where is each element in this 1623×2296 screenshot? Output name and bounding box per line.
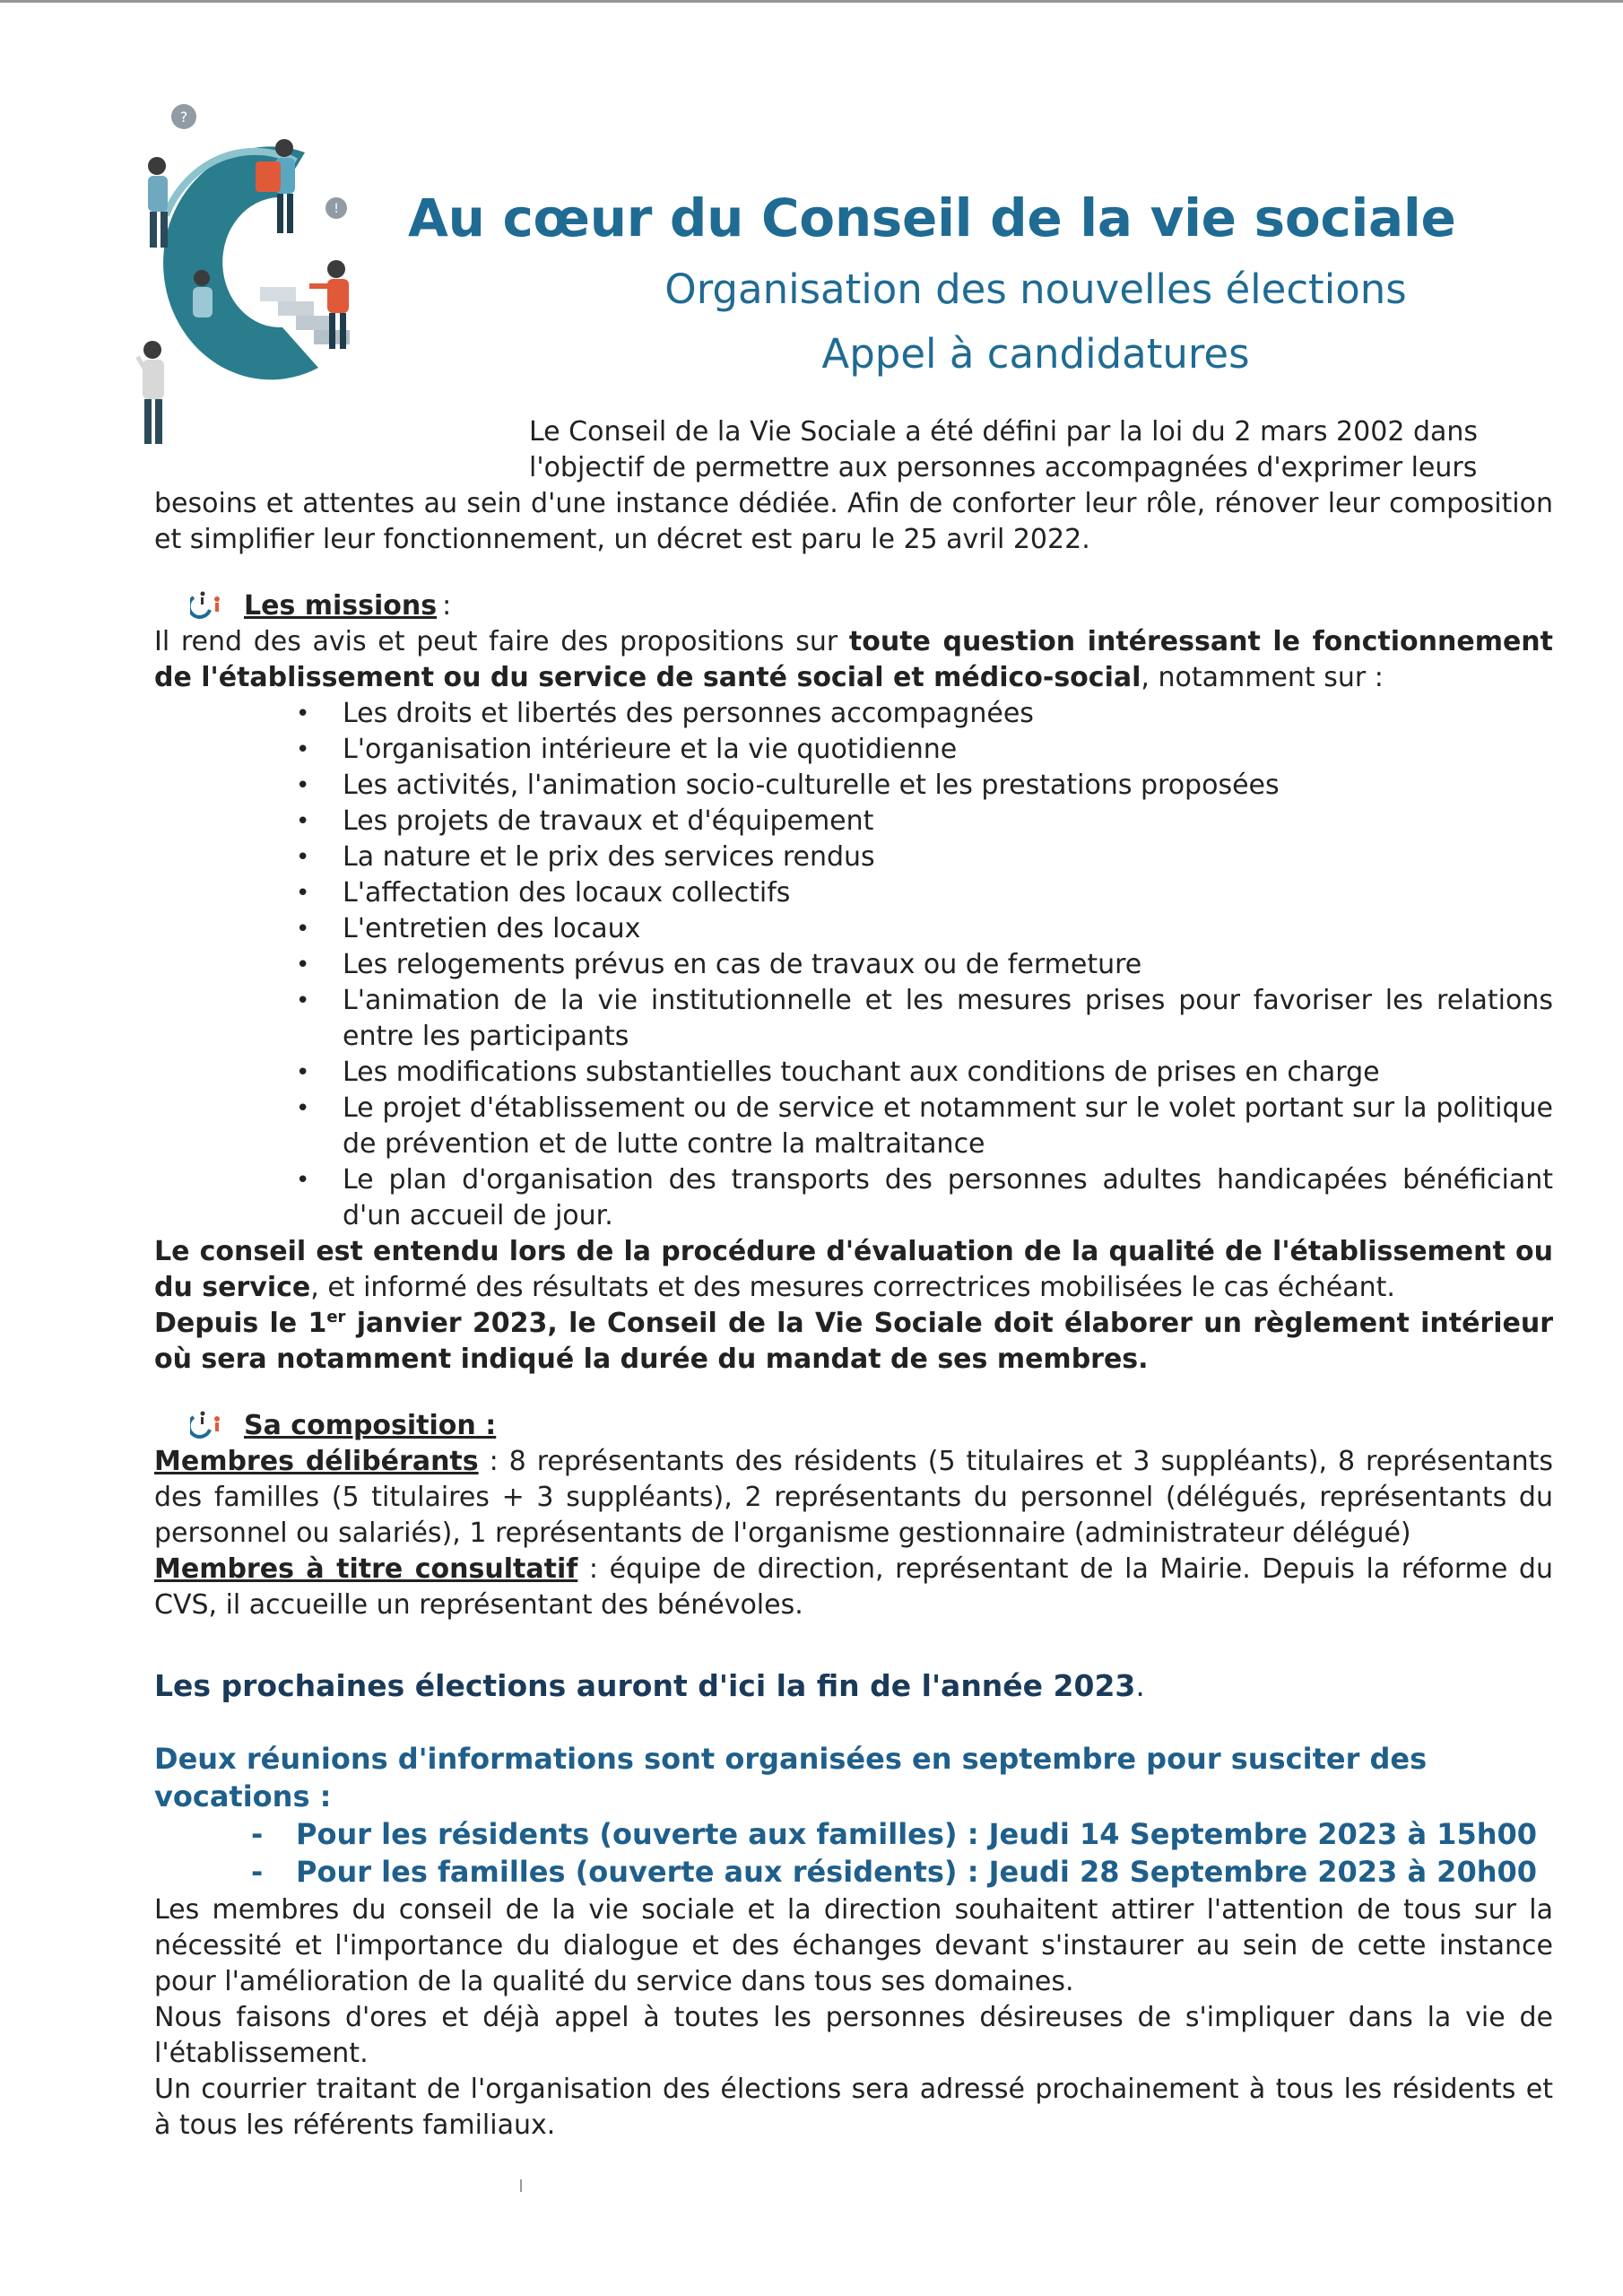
- list-item: - Pour les familles (ouverte aux résidents) : Jeudi 28 Septembre 2023 à 20h00: [154, 1853, 1589, 1891]
- intro-rest: besoins et attentes au sein d'une instance dédiée. Afin de conforter leur rôle, rénover leur composition et simplifier leur fonctionnement, un décret est paru le 25 avril 2022.: [154, 488, 1553, 555]
- people-magnet-icon: [190, 1410, 224, 1442]
- deliberants-label: Membres délibérants: [154, 1446, 479, 1477]
- meetings-heading: Deux réunions d'informations sont organisées en septembre pour susciter des vocations :: [154, 1742, 1428, 1813]
- reglement-a: Depuis le 1: [154, 1308, 327, 1339]
- composition-heading: [190, 1408, 1553, 1444]
- list-item: • L'animation de la vie institutionnelle et les mesures prises pour favoriser les relations entre les participants: [343, 983, 1553, 1055]
- closing-paragraph-2: Nous faisons d'ores et déjà appel à toutes les personnes désireuses de s'impliquer dans la vie de l'établissement.: [154, 2002, 1553, 2069]
- svg-text:!: !: [334, 202, 339, 216]
- missions-colon: :: [442, 590, 452, 622]
- missions-heading: [190, 588, 1553, 624]
- missions-section: [154, 588, 1553, 1378]
- list-item: • Le projet d'établissement ou de service et notamment sur le volet portant sur la politique de prévention et de lutte contre la maltraitance: [343, 1091, 1553, 1162]
- bubble-question-icon: [171, 104, 196, 129]
- reglement-paragraph: [154, 1306, 1553, 1378]
- missions-lead-bold: toute question intéressant le fonctionnement de l'établissement ou du service de santé social et médico-social: [154, 626, 1553, 693]
- list-item: • L'entretien des locaux: [343, 911, 1553, 947]
- bubble-exclaim-icon: [325, 197, 347, 219]
- list-item: - Pour les résidents (ouverte aux familles) : Jeudi 14 Septembre 2023 à 15h00: [154, 1815, 1589, 1853]
- elections-text: Les prochaines élections auront d'ici la fin de l'année 2023: [154, 1668, 1136, 1703]
- list-item: • Les droits et libertés des personnes accompagnées: [343, 696, 1553, 732]
- list-item: • Les projets de travaux et d'équipement: [343, 804, 1553, 839]
- evaluation-bold: Le conseil est entendu lors de la procédure d'évaluation de la qualité de l'établissement ou du service: [154, 1236, 1553, 1303]
- evaluation-paragraph: [154, 1234, 1553, 1306]
- deliberants-paragraph: [154, 1444, 1553, 1552]
- missions-lead-end: , notamment sur :: [1141, 662, 1384, 693]
- intro-paragraph: [154, 414, 1553, 558]
- meetings-section: [154, 1740, 1589, 1891]
- scan-mark: [520, 2179, 522, 2192]
- reglement-b: janvier 2023, le Conseil de la Vie Sociale doit élaborer un règlement intérieur où sera notamment indiqué la durée du mandat de ses membres.: [154, 1308, 1553, 1375]
- scan-edge: [0, 0, 1623, 3]
- intro-line-1: Le Conseil de la Vie Sociale a été défini par la loi du 2 mars 2002 dans: [529, 416, 1479, 448]
- consultatif-paragraph: [154, 1552, 1553, 1623]
- elections-period: .: [1135, 1668, 1145, 1703]
- svg-text:?: ?: [179, 109, 188, 126]
- subtitle-elections: Organisation des nouvelles élections: [664, 265, 1407, 313]
- consultatif-text: : équipe de direction, représentant de la Mairie. Depuis la réforme du CVS, il accueille un représentant des bénévoles.: [154, 1553, 1553, 1621]
- composition-title: Sa composition :: [244, 1410, 497, 1441]
- reglement-sup: er: [326, 1308, 346, 1326]
- list-item: • Le plan d'organisation des transports des personnes adultes handicapées bénéficiant d'un accueil de jour.: [343, 1162, 1553, 1234]
- closing-paragraph-1: Les membres du conseil de la vie sociale et la direction souhaitent attirer l'attention de tous sur la nécessité et l'importance du dialogue et des échanges devant s'instaurer au sein de cette instance pour l'amélioration de la qualité du service dans tous ses domaines.: [154, 1894, 1553, 1997]
- intro-line-2: l'objectif de permettre aux personnes accompagnées d'exprimer leurs: [529, 452, 1478, 483]
- missions-title: Les missions: [244, 590, 438, 622]
- people-magnet-icon: [190, 590, 224, 622]
- missions-lead: [154, 624, 1553, 696]
- subtitle-call: Appel à candidatures: [821, 330, 1250, 378]
- list-item: • Les activités, l'animation socio-culturelle et les prestations proposées: [343, 768, 1553, 804]
- missions-list: [154, 696, 1553, 1234]
- list-item: • L'affectation des locaux collectifs: [343, 875, 1553, 911]
- list-item: • Les relogements prévus en cas de travaux ou de fermeture: [343, 947, 1553, 983]
- missions-lead-text: Il rend des avis et peut faire des propositions sur: [154, 626, 849, 657]
- consultatif-label: Membres à titre consultatif: [154, 1553, 578, 1585]
- list-item: • Les modifications substantielles touchant aux conditions de prises en charge: [343, 1055, 1553, 1091]
- meetings-list: [154, 1815, 1589, 1891]
- elections-announcement: [154, 1668, 1553, 1703]
- deliberants-text: : 8 représentants des résidents (5 titulaires et 3 suppléants), 8 représentants des familles (5 titulaires + 3 suppléants), 2 représentants du personnel (délégués, représentants du personnel ou salariés), 1 représentants de l'organisme gestionnaire (administrateur délégué): [154, 1446, 1553, 1549]
- page-title: Au cœur du Conseil de la vie sociale: [408, 187, 1456, 248]
- list-item: • La nature et le prix des services rendus: [343, 839, 1553, 875]
- closing-paragraph-3: Un courrier traitant de l'organisation des élections sera adressé prochainement à tous les résidents et à tous les référents familiaux.: [154, 2074, 1553, 2141]
- list-item: • L'organisation intérieure et la vie quotidienne: [343, 732, 1553, 768]
- composition-section: [154, 1408, 1553, 1623]
- evaluation-rest: , et informé des résultats et des mesures correctrices mobilisées le cas échéant.: [310, 1272, 1395, 1303]
- closing-section: [154, 1892, 1553, 2144]
